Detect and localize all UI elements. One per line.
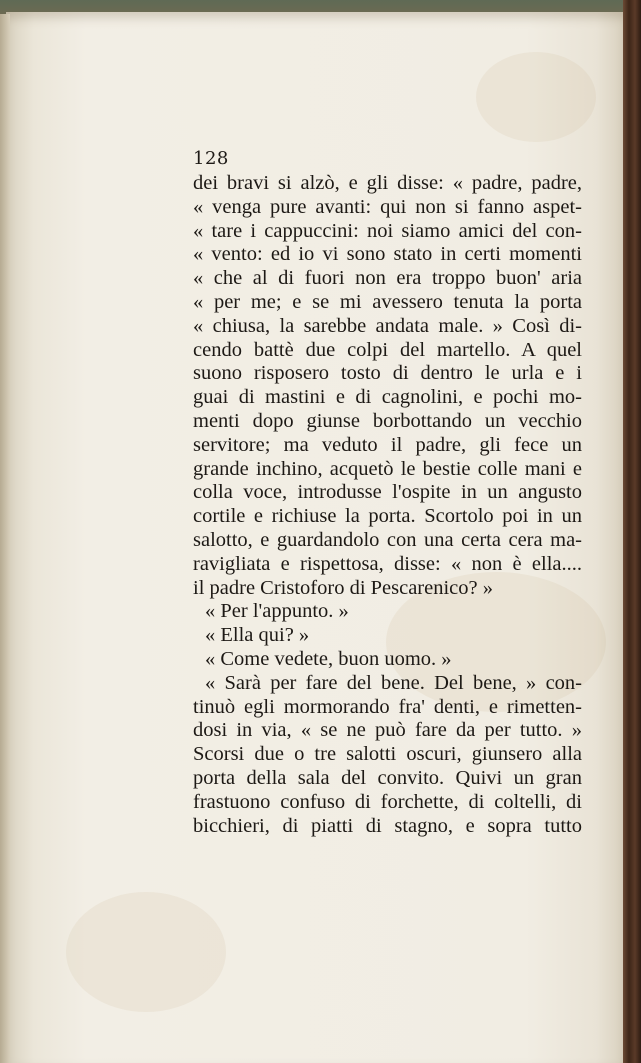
- text-line: Scorsi due o tre salotti oscuri, giunsero alla: [193, 743, 582, 766]
- text-line: servitore; ma veduto il padre, gli fece un: [193, 433, 582, 456]
- text-line: ravigliata e rispettosa, disse: « non è ella....: [193, 552, 582, 575]
- text-line: dosi in via, « se ne può fare da per tutto. »: [193, 719, 582, 742]
- page-number: 128: [193, 148, 229, 169]
- text-line: « vento: ed io vi sono stato in certi momenti: [193, 243, 582, 266]
- text-line: « chiusa, la sarebbe andata male. » Così di-: [193, 314, 582, 337]
- text-line: cendo battè due colpi del martello. A quel: [193, 338, 582, 361]
- text-line: frastuono confuso di forchette, di coltelli, di: [193, 790, 582, 813]
- paper-stain: [66, 892, 226, 1012]
- book-spine: [623, 0, 641, 1063]
- text-line: « per me; e se mi avessero tenuta la porta: [193, 290, 582, 313]
- text-line: cortile e richiuse la porta. Scortolo poi in un: [193, 505, 582, 528]
- text-line: colla voce, introdusse l'ospite in un angusto: [193, 481, 582, 504]
- body-text: [193, 172, 582, 838]
- text-line: menti dopo giunse borbottando un vecchio: [193, 409, 582, 432]
- text-line: « Sarà per fare del bene. Del bene, » con-: [205, 671, 582, 694]
- paper-stain: [476, 52, 596, 142]
- text-line: tinuò egli mormorando fra' denti, e rimetten-: [193, 695, 582, 718]
- text-line: « che al di fuori non era troppo buon' aria: [193, 267, 582, 290]
- text-line: « tare i cappuccini: noi siamo amici del con-: [193, 219, 582, 242]
- text-line: grande inchino, acquetò le bestie colle mani e: [193, 457, 582, 480]
- text-line: salotto, e guardandolo con una certa cera ma-: [193, 528, 582, 551]
- text-line: porta della sala del convito. Quivi un gran: [193, 766, 582, 789]
- text-line: guai di mastini e di cagnolini, e pochi mo-: [193, 386, 582, 409]
- text-line: « Per l'appunto. »: [205, 600, 349, 623]
- page-edge: [0, 14, 10, 1063]
- text-line: bicchieri, di piatti di stagno, e sopra tutto: [193, 814, 582, 837]
- text-line: « Ella qui? »: [205, 624, 310, 647]
- text-line: dei bravi si alzò, e gli disse: « padre, padre,: [193, 172, 582, 194]
- text-line: suono risposero tosto di dentro le urla e i: [193, 362, 582, 385]
- text-line: « Come vedete, buon uomo. »: [205, 647, 452, 670]
- text-line: « venga pure avanti: qui non si fanno aspet-: [193, 195, 582, 218]
- text-line: il padre Cristoforo di Pescarenico? »: [193, 576, 494, 599]
